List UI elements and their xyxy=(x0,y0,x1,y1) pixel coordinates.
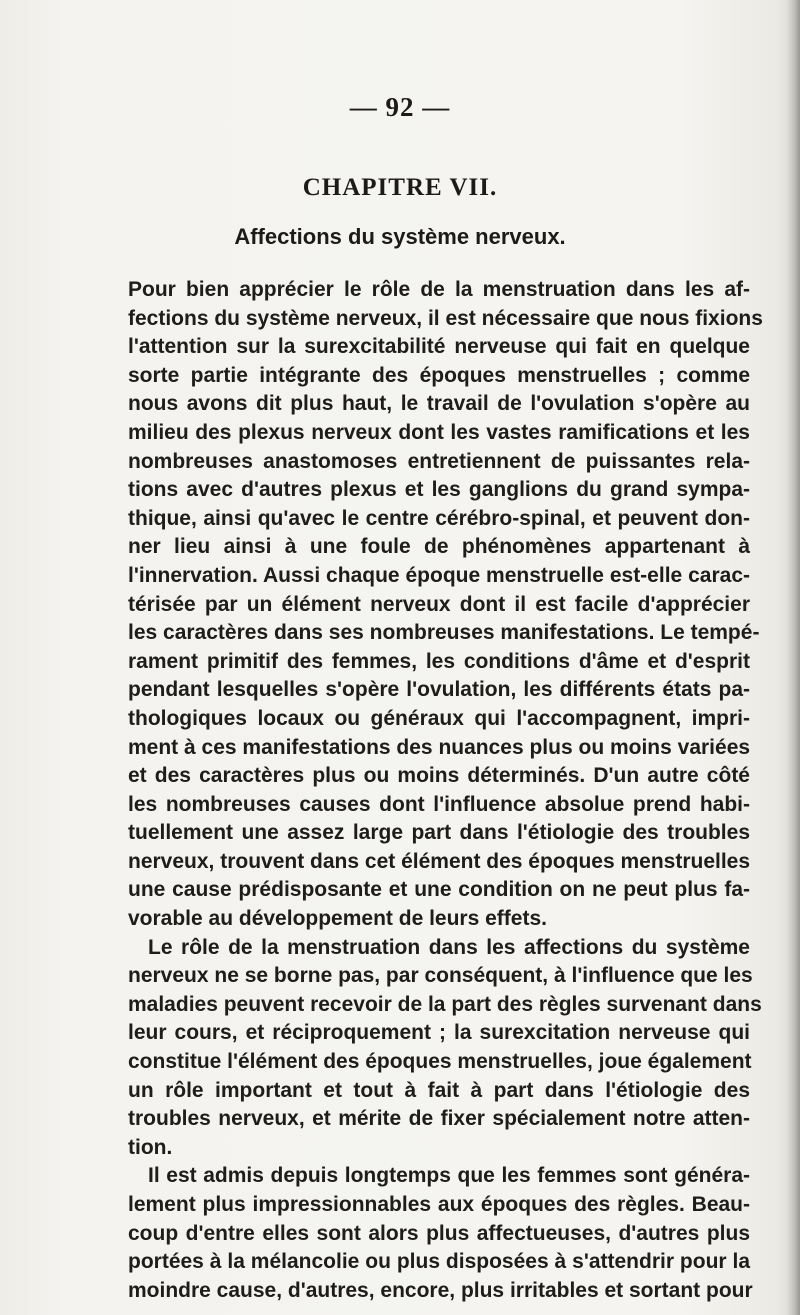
text-line: les caractères dans ses nombreuses manifestations. Le tempé- xyxy=(128,621,760,645)
text-line: Le rôle de la menstruation dans les affections du système xyxy=(148,935,750,959)
text-line: constitue l'élément des époques menstruelles, joue également xyxy=(128,1050,752,1074)
text-line: Il est admis depuis longtemps que les femmes sont généra- xyxy=(148,1164,750,1188)
chapter-title: CHAPITRE VII. xyxy=(302,174,498,201)
text-line: térisée par un élément nerveux dont il est facile d'apprécier xyxy=(128,592,750,616)
text-line: leur cours, et réciproquement ; la surexcitation nerveuse qui xyxy=(128,1021,750,1045)
text-line: lement plus impressionnables aux époques des règles. Beau- xyxy=(128,1193,750,1216)
text-line: vorable au développement de leurs effets. xyxy=(128,907,547,931)
text-line: pendant lesquelles s'opère l'ovulation, les différents états pa- xyxy=(128,678,750,702)
text-line: coup d'entre elles sont alors plus affectueuses, d'autres plus xyxy=(128,1221,750,1245)
text-line: une cause prédisposante et une condition on ne peut plus fa- xyxy=(128,878,750,902)
text-line: les nombreuses causes dont l'influence absolue prend habi- xyxy=(128,792,750,816)
text-line: maladies peuvent recevoir de la part des règles survenant dans xyxy=(128,992,762,1016)
text-line: tuellement une assez large part dans l'étiologie des troubles xyxy=(128,821,750,845)
text-line: thique, ainsi qu'avec le centre cérébro-spinal, et peuvent don- xyxy=(128,506,750,530)
text-line: l'innervation. Aussi chaque époque menstruelle est-elle carac- xyxy=(128,563,750,587)
text-line: fections du système nerveux, il est nécessaire que nous fixions xyxy=(128,306,763,330)
section-title: Affections du système nerveux. xyxy=(234,224,566,249)
text-line: ment à ces manifestations des nuances plus ou moins variées xyxy=(128,735,751,759)
text-line: Pour bien apprécier le rôle de la menstruation dans les af- xyxy=(128,278,750,301)
text-line: nerveux ne se borne pas, par conséquent, à l'influence que les xyxy=(128,964,753,988)
text-line: tion. xyxy=(128,1135,173,1159)
text-line: sorte partie intégrante des époques menstruelles ; comme xyxy=(128,363,750,387)
text-line: ner lieu ainsi à une foule de phénomènes appartenant à xyxy=(128,535,750,559)
text-line: nous avons dit plus haut, le travail de l'ovulation s'opère au xyxy=(128,392,750,416)
text-line: l'attention sur la surexcitabilité nerveuse qui fait en quelque xyxy=(128,335,750,359)
text-line: moindre cause, d'autres, encore, plus irritables et sortant pour xyxy=(128,1278,753,1302)
text-line: tions avec d'autres plexus et les ganglions du grand sympa- xyxy=(128,478,750,502)
text-line: rament primitif des femmes, les conditions d'âme et d'esprit xyxy=(128,649,750,673)
text-line: nombreuses anastomoses entretiennent de puissantes rela- xyxy=(128,449,750,473)
text-line: milieu des plexus nerveux dont les vastes ramifications et les xyxy=(128,420,750,444)
text-line: thologiques locaux ou généraux qui l'accompagnent, impri- xyxy=(128,706,750,730)
text-line: nerveux, trouvent dans cet élément des époques menstruelles xyxy=(128,849,751,873)
body-text xyxy=(128,276,763,1305)
text-line: un rôle important et tout à fait à part dans l'étiologie des xyxy=(128,1078,750,1102)
text-line: et des caractères plus ou moins déterminés. D'un autre côté xyxy=(128,764,750,788)
text-line: troubles nerveux, et mérite de fixer spécialement notre atten- xyxy=(128,1107,750,1131)
page-number: — 92 — xyxy=(349,92,451,122)
text-line: portées à la mélancolie ou plus disposées à s'attendrir pour la xyxy=(128,1250,750,1274)
